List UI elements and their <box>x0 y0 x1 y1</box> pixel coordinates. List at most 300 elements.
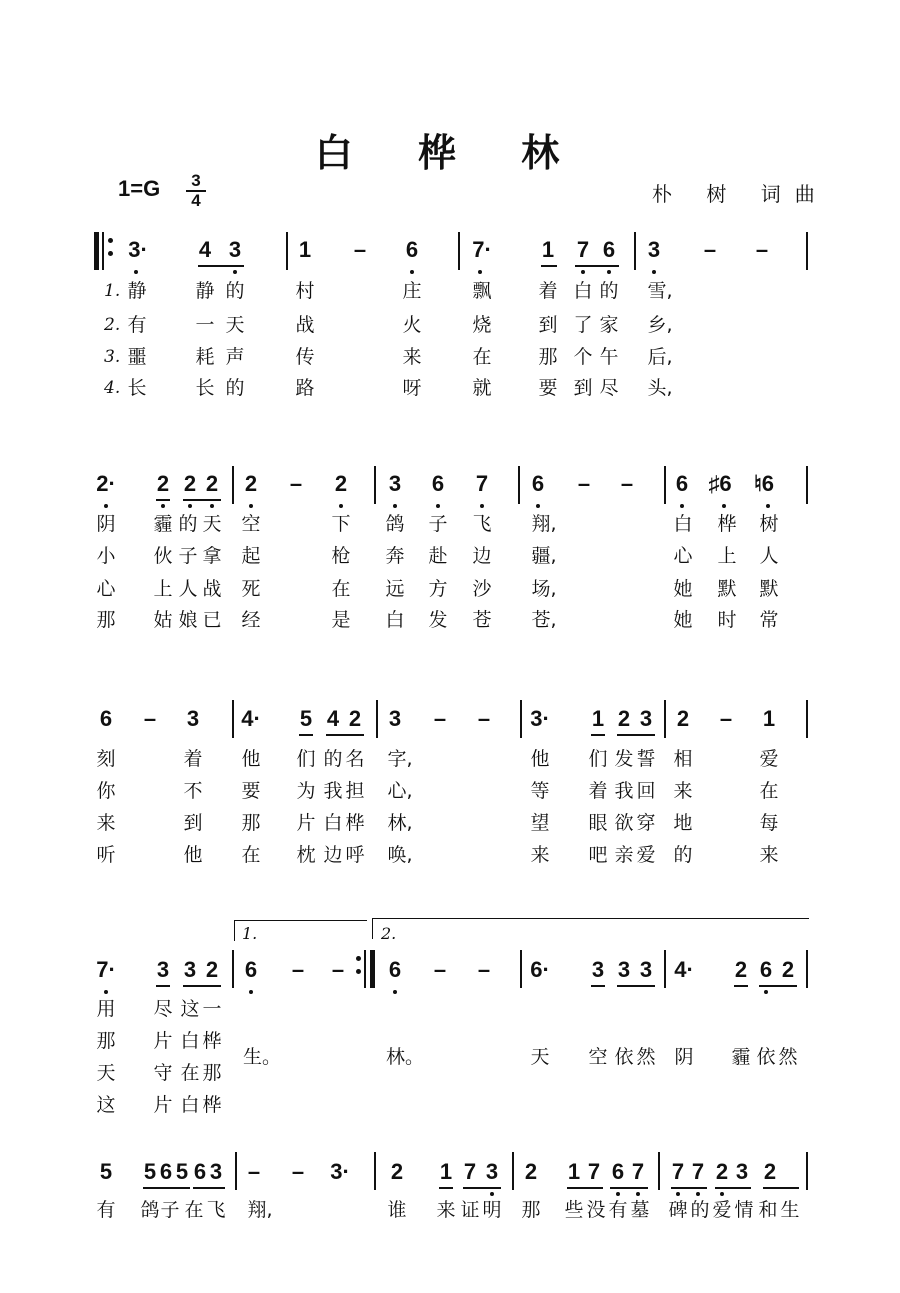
end-repeat-thin-bar <box>364 950 366 988</box>
note: 2 <box>205 957 219 982</box>
lyric: 明 <box>482 1199 502 1221</box>
barline <box>232 466 234 504</box>
lyric: 静 <box>127 280 147 302</box>
lyric: 场, <box>531 578 557 600</box>
note: 3 <box>639 706 653 731</box>
lyric: 要 <box>241 780 261 802</box>
lyric: 到 <box>183 812 203 834</box>
note: 4· <box>241 706 261 731</box>
lyric: 们 <box>296 748 316 770</box>
lyric: 子 <box>428 513 448 535</box>
lyric: 没 <box>586 1199 606 1221</box>
lyric: 的 <box>323 748 343 770</box>
lyric: 姑 <box>153 609 173 631</box>
note: 2 <box>715 1159 729 1184</box>
note: 4 <box>326 706 340 731</box>
lyric: 用 <box>96 998 116 1020</box>
first-ending-label: 1. <box>242 924 258 943</box>
lyric: 火 <box>402 314 422 336</box>
lyric: 守 <box>153 1062 173 1084</box>
lyric: 唤, <box>387 844 413 866</box>
lyric: 等 <box>530 780 550 802</box>
low-octave-dot <box>188 504 192 508</box>
lyric: 着 <box>183 748 203 770</box>
low-octave-dot <box>478 270 482 274</box>
lyric: 在 <box>759 780 779 802</box>
note: – <box>703 237 717 262</box>
low-octave-dot <box>490 1192 494 1196</box>
lyric: 烧 <box>472 314 492 336</box>
lyric: 树 <box>759 513 779 535</box>
lyric: 苍, <box>531 609 557 631</box>
low-octave-dot <box>393 504 397 508</box>
note: 6 <box>99 706 113 731</box>
lyric: 白 <box>180 1094 200 1116</box>
eighth-beam <box>734 985 748 987</box>
note: – <box>143 706 157 731</box>
note: 1 <box>762 706 776 731</box>
barline <box>664 700 666 738</box>
lyric: 路 <box>295 377 315 399</box>
lyric: 着 <box>538 280 558 302</box>
note: 6 <box>193 1159 207 1184</box>
lyric: 到 <box>573 377 593 399</box>
low-octave-dot <box>249 504 253 508</box>
lyric: 刻 <box>96 748 116 770</box>
lyric: 苍 <box>472 609 492 631</box>
lyric: 下 <box>331 513 351 535</box>
low-octave-dot <box>104 504 108 508</box>
note: 2 <box>676 706 690 731</box>
lyric: 亲 <box>614 844 634 866</box>
lyric: 来 <box>436 1199 456 1221</box>
lyric: 阴 <box>96 513 116 535</box>
note: 6 <box>388 957 402 982</box>
lyric: 桦 <box>202 1094 222 1116</box>
lyric: 长 <box>195 377 215 399</box>
lyric: 翔, <box>531 513 557 535</box>
note: 3 <box>485 1159 499 1184</box>
lyric: 来 <box>402 346 422 368</box>
note: 2 <box>390 1159 404 1184</box>
lyric: 白 <box>323 812 343 834</box>
barline <box>664 466 666 504</box>
lyric: 白 <box>573 280 593 302</box>
note: 3· <box>330 1159 350 1184</box>
barline <box>520 700 522 738</box>
lyric: 边 <box>323 844 343 866</box>
eighth-beam <box>763 1187 799 1189</box>
lyric: 默 <box>717 578 737 600</box>
lyric: 白 <box>385 609 405 631</box>
low-octave-dot <box>652 270 656 274</box>
time-signature <box>186 172 206 209</box>
eighth-beam <box>299 734 313 736</box>
start-repeat-thick-bar <box>94 232 99 270</box>
lyric: 吧 <box>588 844 608 866</box>
eighth-beam <box>156 499 170 501</box>
low-octave-dot <box>536 504 540 508</box>
lyric: 人 <box>759 545 779 567</box>
lyric: 霾 <box>731 1046 751 1068</box>
lyric: 在 <box>331 578 351 600</box>
note: 6 <box>159 1159 173 1184</box>
low-octave-dot <box>680 504 684 508</box>
lyric: 白 <box>673 513 693 535</box>
lyric: 霾 <box>153 513 173 535</box>
lyric: 疆, <box>531 545 557 567</box>
lyric: 回 <box>636 780 656 802</box>
lyric: 一 <box>202 998 222 1020</box>
note: 2 <box>183 471 197 496</box>
lyric: 拿 <box>202 545 222 567</box>
lyric: 上 <box>717 545 737 567</box>
lyric: 方 <box>428 578 448 600</box>
lyric: 已 <box>202 609 222 631</box>
lyric: 飞 <box>472 513 492 535</box>
lyric: 依 <box>756 1046 776 1068</box>
barline <box>806 950 808 988</box>
note: 2· <box>96 471 116 496</box>
low-octave-dot <box>722 504 726 508</box>
eighth-beam <box>715 1187 751 1189</box>
barline <box>374 466 376 504</box>
low-octave-dot <box>696 1192 700 1196</box>
second-ending-bracket <box>372 918 809 939</box>
lyric: 她 <box>673 609 693 631</box>
lyric: 在 <box>184 1199 204 1221</box>
note: 2 <box>334 471 348 496</box>
note: 3 <box>591 957 605 982</box>
note: 5 <box>99 1159 113 1184</box>
eighth-beam <box>198 265 244 267</box>
barline <box>374 1152 376 1190</box>
lyric: 噩 <box>127 346 147 368</box>
lyric: 有 <box>608 1199 628 1221</box>
low-octave-dot <box>436 504 440 508</box>
lyric: 乡, <box>647 314 673 336</box>
lyric: 你 <box>96 780 116 802</box>
note: 6 <box>602 237 616 262</box>
lyric: 心, <box>387 780 413 802</box>
lyric: 在 <box>180 1062 200 1084</box>
lyric: 赴 <box>428 545 448 567</box>
low-octave-dot <box>766 504 770 508</box>
lyric: 担 <box>345 780 365 802</box>
lyric: 经 <box>241 609 261 631</box>
lyric: 翔, <box>247 1199 273 1221</box>
barline <box>512 1152 514 1190</box>
note: 3 <box>617 957 631 982</box>
lyric: 时 <box>717 609 737 631</box>
eighth-beam <box>156 985 170 987</box>
lyric: 阴 <box>674 1046 694 1068</box>
lyric: 在 <box>472 346 492 368</box>
lyric: 我 <box>323 780 343 802</box>
eighth-beam <box>541 265 557 267</box>
lyric: 的 <box>178 513 198 535</box>
barline <box>286 232 288 270</box>
eighth-beam <box>617 985 655 987</box>
note: 7· <box>96 957 116 982</box>
lyric: 情 <box>734 1199 754 1221</box>
note: 3· <box>530 706 550 731</box>
barline <box>518 466 520 504</box>
note: 1 <box>567 1159 581 1184</box>
lyric: 枕 <box>296 844 316 866</box>
note: 6 <box>759 957 773 982</box>
low-octave-dot <box>636 1192 640 1196</box>
song-title: 白 桦 林 <box>314 131 586 175</box>
lyric: 碑 <box>668 1199 688 1221</box>
lyric: 要 <box>538 377 558 399</box>
lyric: 望 <box>530 812 550 834</box>
lyric: 生 <box>780 1199 800 1221</box>
note: – <box>291 1159 305 1184</box>
lyric: 头, <box>647 377 673 399</box>
eighth-beam <box>591 734 605 736</box>
barline <box>634 232 636 270</box>
note: 2 <box>348 706 362 731</box>
note: 6 <box>531 471 545 496</box>
lyric: 林, <box>387 812 413 834</box>
lyric: 子 <box>178 545 198 567</box>
lyric: 发 <box>428 609 448 631</box>
lyric: 片 <box>296 812 316 834</box>
low-octave-dot <box>410 270 414 274</box>
note: 6 <box>244 957 258 982</box>
lyric: 桦 <box>345 812 365 834</box>
eighth-beam <box>183 985 221 987</box>
lyric: 那 <box>241 812 261 834</box>
low-octave-dot <box>393 990 397 994</box>
lyric: 他 <box>241 748 261 770</box>
lyric: 这 <box>180 998 200 1020</box>
low-octave-dot <box>480 504 484 508</box>
lyric: 不 <box>183 780 203 802</box>
lyric: 边 <box>472 545 492 567</box>
low-octave-dot <box>339 504 343 508</box>
lyric: 证 <box>460 1199 480 1221</box>
barline <box>806 466 808 504</box>
lyric: 那 <box>96 1030 116 1052</box>
barline <box>235 1152 237 1190</box>
note: 6 <box>611 1159 625 1184</box>
note: 3 <box>388 471 402 496</box>
lyric: 呼 <box>345 844 365 866</box>
note: 7 <box>475 471 489 496</box>
note: 2 <box>763 1159 777 1184</box>
lyric: 后, <box>647 346 673 368</box>
lyric: 战 <box>295 314 315 336</box>
eighth-beam <box>575 265 619 267</box>
verse-number: 4. <box>104 378 121 398</box>
lyric: 就 <box>472 377 492 399</box>
lyric: 着 <box>588 780 608 802</box>
lyric: 爱 <box>636 844 656 866</box>
lyric: 名 <box>345 748 365 770</box>
note: 2 <box>156 471 170 496</box>
note: 2 <box>205 471 219 496</box>
eighth-beam <box>439 1187 453 1189</box>
note: 3· <box>128 237 148 262</box>
note: 3 <box>228 237 242 262</box>
note: 7 <box>671 1159 685 1184</box>
note: 2 <box>617 706 631 731</box>
lyric: 个 <box>573 346 593 368</box>
note: 5 <box>299 706 313 731</box>
lyric: 声 <box>225 346 245 368</box>
barline <box>232 700 234 738</box>
note: – <box>477 957 491 982</box>
lyric: 心 <box>96 578 116 600</box>
barline <box>658 1152 660 1190</box>
lyric: 雪, <box>647 280 673 302</box>
lyric: 她 <box>673 578 693 600</box>
note: 1 <box>541 237 555 262</box>
note: 3 <box>735 1159 749 1184</box>
lyric: 静 <box>195 280 215 302</box>
note: 5 <box>143 1159 157 1184</box>
note: – <box>719 706 733 731</box>
low-octave-dot <box>134 270 138 274</box>
note: 6 <box>405 237 419 262</box>
lyric: 小 <box>96 545 116 567</box>
lyric: 来 <box>673 780 693 802</box>
verse-number: 2. <box>104 315 121 335</box>
lyric: 每 <box>759 812 779 834</box>
lyric: 片 <box>153 1030 173 1052</box>
note: 7· <box>472 237 492 262</box>
barline <box>458 232 460 270</box>
lyric: 为 <box>296 780 316 802</box>
lyric: 来 <box>759 844 779 866</box>
note: 1 <box>439 1159 453 1184</box>
note: 3 <box>647 237 661 262</box>
lyric: 上 <box>153 578 173 600</box>
lyric: 们 <box>588 748 608 770</box>
lyric: 呀 <box>402 377 422 399</box>
lyric: 那 <box>202 1062 222 1084</box>
lyric: 我 <box>614 780 634 802</box>
lyric: 的 <box>690 1199 710 1221</box>
eighth-beam <box>617 734 655 736</box>
lyric: 和 <box>758 1199 778 1221</box>
end-repeat-thick-bar <box>370 950 375 988</box>
lyric: 来 <box>530 844 550 866</box>
end-repeat-dots <box>356 956 361 982</box>
lyric: 了 <box>573 314 593 336</box>
lyric: 一 <box>195 314 215 336</box>
eighth-beam <box>567 1187 603 1189</box>
lyric: 片 <box>153 1094 173 1116</box>
note: 3 <box>186 706 200 731</box>
note: 3 <box>388 706 402 731</box>
note: 2 <box>734 957 748 982</box>
lyric: 尽 <box>153 998 173 1020</box>
note: – <box>291 957 305 982</box>
lyric: 是 <box>331 609 351 631</box>
time-signature-bottom: 4 <box>191 191 201 210</box>
lyric: 穿 <box>636 812 656 834</box>
lyric: 桦 <box>202 1030 222 1052</box>
note: 7 <box>587 1159 601 1184</box>
lyric: 桦 <box>717 513 737 535</box>
second-ending-label: 2. <box>381 924 397 943</box>
note: 1 <box>298 237 312 262</box>
lyric: 枪 <box>331 545 351 567</box>
lyric: 谁 <box>387 1199 407 1221</box>
time-signature-top: 3 <box>186 172 206 192</box>
note: 5 <box>175 1159 189 1184</box>
note: – <box>247 1159 261 1184</box>
eighth-beam <box>610 1187 648 1189</box>
note: 6 <box>675 471 689 496</box>
lyric: 的 <box>673 844 693 866</box>
lyric: 相 <box>673 748 693 770</box>
lyric: 些 <box>564 1199 584 1221</box>
lyric: 来 <box>96 812 116 834</box>
lyric: 然 <box>778 1046 798 1068</box>
eighth-beam <box>326 734 364 736</box>
lyric: 空 <box>588 1046 608 1068</box>
note: – <box>331 957 345 982</box>
barline <box>232 950 234 988</box>
low-octave-dot <box>764 990 768 994</box>
low-octave-dot <box>607 270 611 274</box>
note: 7 <box>631 1159 645 1184</box>
verse-number: 3. <box>104 347 121 367</box>
lyric: 的 <box>225 280 245 302</box>
note: 3 <box>183 957 197 982</box>
lyric: 他 <box>183 844 203 866</box>
low-octave-dot <box>676 1192 680 1196</box>
note: – <box>433 706 447 731</box>
note: 3 <box>156 957 170 982</box>
lyric: 庄 <box>402 280 422 302</box>
lyric: 天 <box>530 1046 550 1068</box>
lyric: 常 <box>759 609 779 631</box>
note: 4 <box>198 237 212 262</box>
lyric: 爱 <box>759 748 779 770</box>
note: ♯6 <box>708 471 732 496</box>
lyric: 午 <box>599 346 619 368</box>
note: – <box>433 957 447 982</box>
note: – <box>477 706 491 731</box>
note: – <box>353 237 367 262</box>
low-octave-dot <box>210 504 214 508</box>
note: 3 <box>209 1159 223 1184</box>
lyric: 那 <box>96 609 116 631</box>
low-octave-dot <box>720 1192 724 1196</box>
lyric: 白 <box>180 1030 200 1052</box>
low-octave-dot <box>104 990 108 994</box>
eighth-beam <box>143 1187 190 1189</box>
lyric: 鸽 <box>140 1199 160 1221</box>
lyric: 欲 <box>614 812 634 834</box>
lyric: 有 <box>96 1199 116 1221</box>
note: – <box>577 471 591 496</box>
lyric: 的 <box>599 280 619 302</box>
lyric: 子 <box>160 1199 180 1221</box>
note: 1 <box>591 706 605 731</box>
eighth-beam <box>193 1187 225 1189</box>
lyric: 默 <box>759 578 779 600</box>
lyric: 他 <box>530 748 550 770</box>
eighth-beam <box>671 1187 707 1189</box>
lyric: 然 <box>636 1046 656 1068</box>
lyric: 起 <box>241 545 261 567</box>
